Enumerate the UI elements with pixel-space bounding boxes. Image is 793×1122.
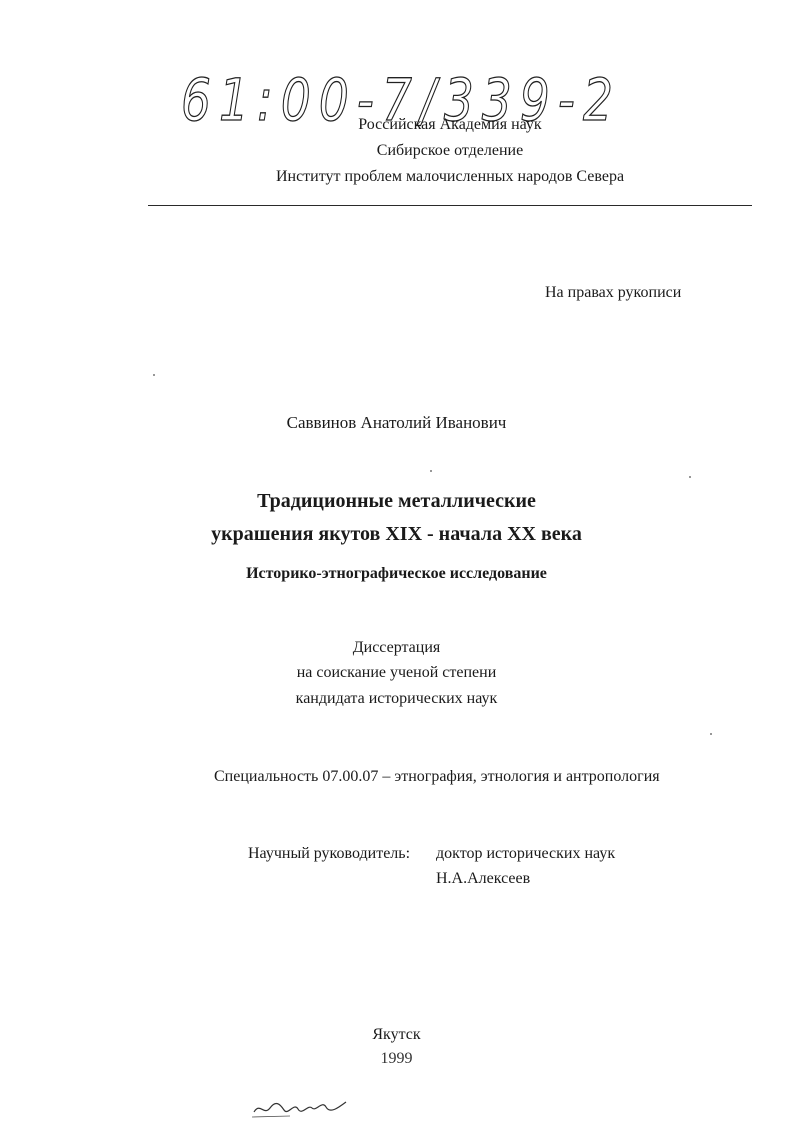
scan-speck: [689, 476, 691, 478]
org-institute: Институт проблем малочисленных народов Севера: [275, 168, 625, 185]
org-branch: Сибирское отделение: [376, 142, 524, 159]
scan-speck: [153, 374, 155, 376]
advisor-label: Научный руководитель:: [248, 845, 411, 862]
scan-speck: [430, 470, 432, 472]
org-academy: Российская Академия наук: [358, 116, 542, 133]
dissertation-line-2: на соискание ученой степени: [296, 664, 497, 681]
title-line-2: украшения якутов XIX - начала XX века: [211, 523, 582, 545]
institution-header: [0, 112, 793, 190]
header-divider: [148, 205, 752, 206]
catalog-number-text: 61:00-7/339-2: [181, 66, 621, 134]
year: 1999: [380, 1050, 413, 1067]
title-subtitle: Историко-этнографическое исследование: [246, 565, 547, 582]
handwritten-signature: [250, 1090, 350, 1120]
title-line-1: Традиционные металлические: [257, 490, 536, 512]
author-name: Саввинов Анатолий Иванович: [286, 413, 507, 432]
dissertation-line-1: Диссертация: [352, 639, 441, 656]
dissertation-line-3: кандидата исторических наук: [295, 690, 498, 707]
scan-speck: [710, 733, 712, 735]
manuscript-note: На правах рукописи: [545, 284, 682, 301]
advisor-name: Н.А.Алексеев: [436, 870, 531, 887]
city: Якутск: [372, 1026, 421, 1043]
specialty: Специальность 07.00.07 – этнография, этнология и антропология: [214, 768, 660, 785]
advisor-degree: доктор исторических наук: [436, 845, 616, 862]
